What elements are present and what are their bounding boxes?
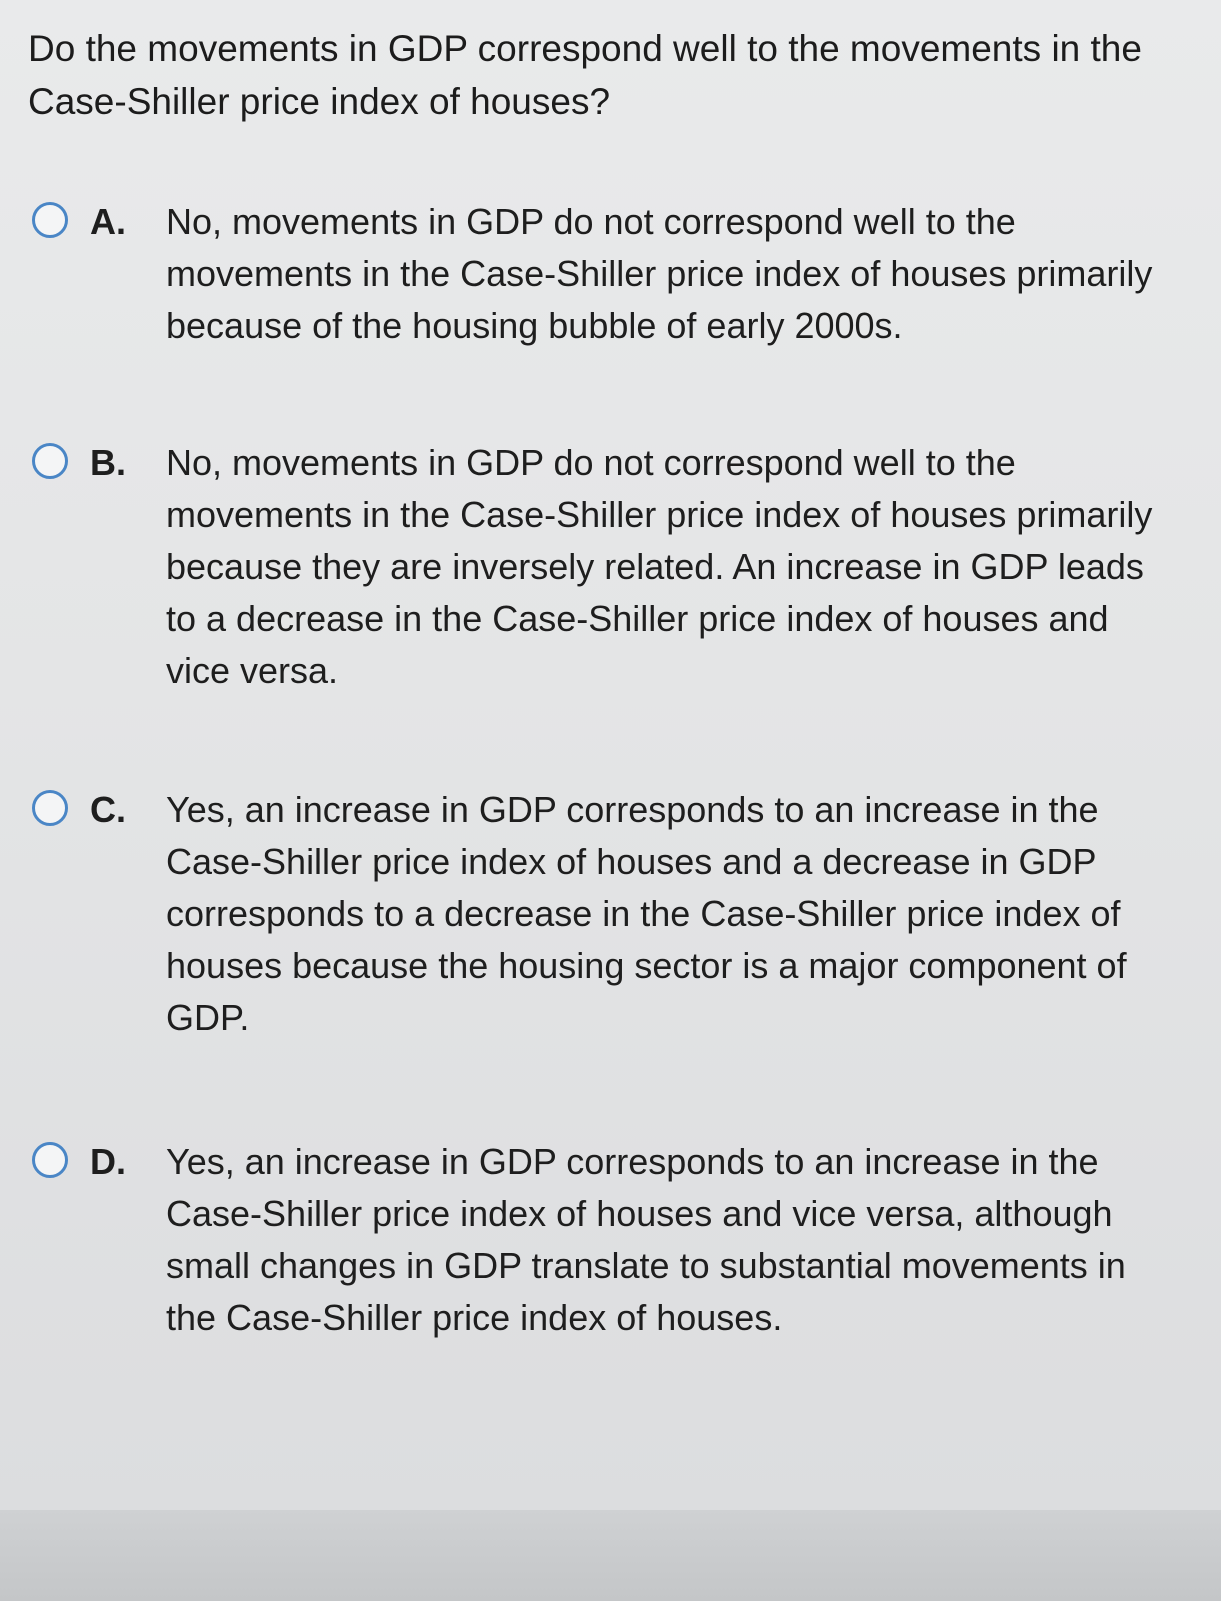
- option-text: Yes, an increase in GDP corresponds to an increase in the Case-Shiller price index of houses and a decrease in GDP corresponds to a decrease in the Case-Shiller price index of houses because the housing sector is a major component of GDP.: [166, 789, 1127, 1038]
- option-letter: A.: [90, 201, 126, 242]
- option-letter: D.: [90, 1141, 126, 1182]
- option-text: Yes, an increase in GDP corresponds to an increase in the Case-Shiller price index of houses and vice versa, although small changes in GDP translate to substantial movements in the Case-Shiller price index of houses.: [166, 1141, 1126, 1338]
- question-text: Do the movements in GDP correspond well to the movements in the Case-Shiller price index of houses?: [28, 28, 1142, 122]
- option-letter: B.: [90, 442, 126, 483]
- bottom-band: [0, 1510, 1221, 1601]
- option-letter: C.: [90, 789, 126, 830]
- radio-circle-icon[interactable]: [32, 790, 68, 826]
- radio-circle-icon[interactable]: [32, 202, 68, 238]
- radio-circle-icon[interactable]: [32, 1142, 68, 1178]
- radio-circle-icon[interactable]: [32, 443, 68, 479]
- option-text: No, movements in GDP do not correspond well to the movements in the Case-Shiller price index of houses primarily because of the housing bubble of early 2000s.: [166, 201, 1153, 346]
- option-text: No, movements in GDP do not correspond well to the movements in the Case-Shiller price index of houses primarily because they are inversely related. An increase in GDP leads to a decrease in the Case-Shiller price index of houses and vice versa.: [166, 442, 1153, 691]
